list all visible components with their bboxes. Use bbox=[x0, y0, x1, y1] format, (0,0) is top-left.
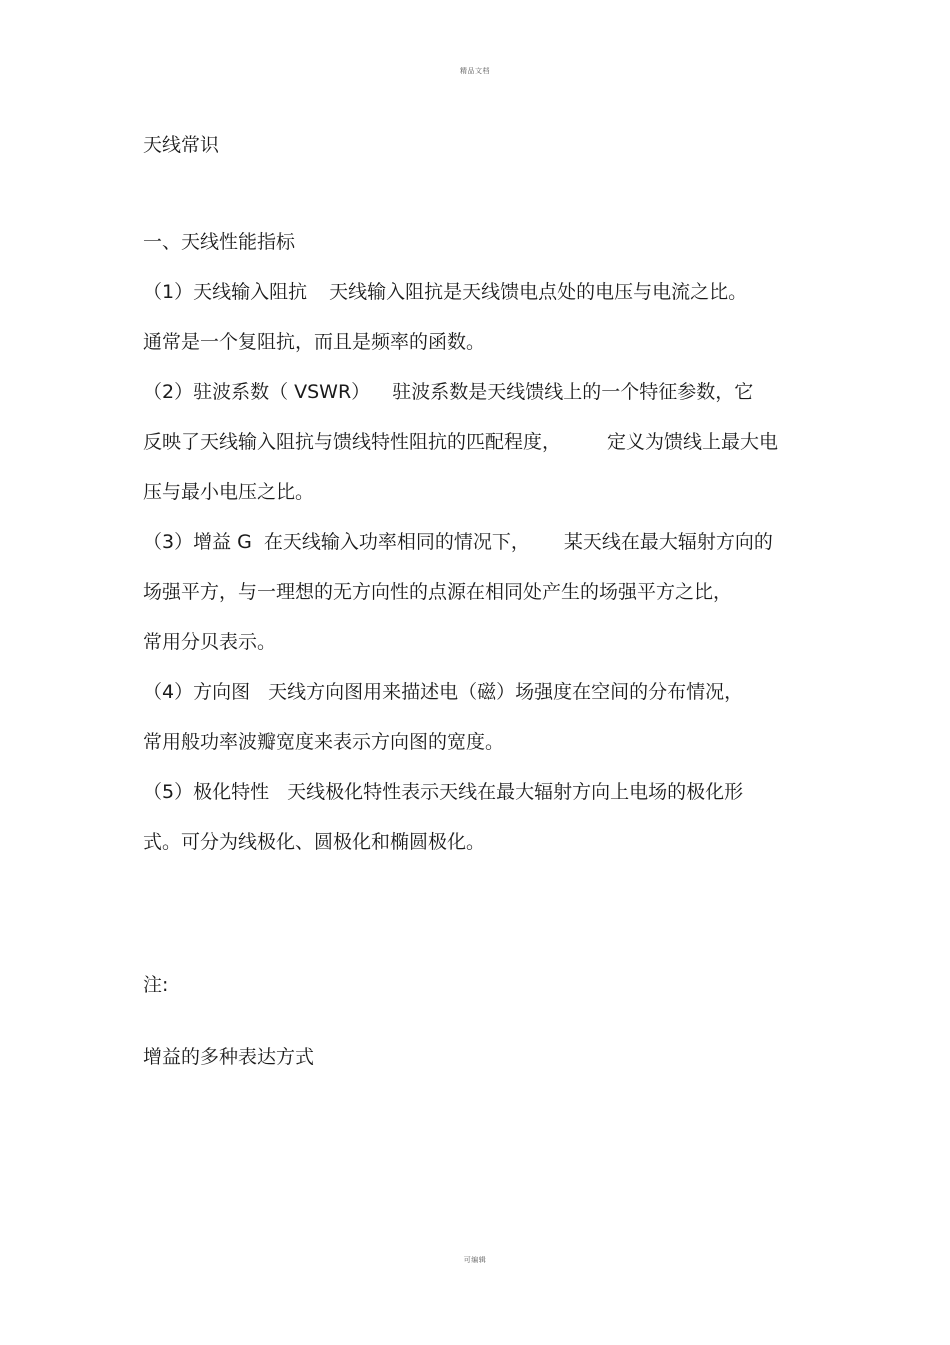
item5-line1 bbox=[143, 780, 743, 804]
item5-label: （5）极化特性 bbox=[143, 781, 270, 803]
item2-cont-b: 定义为馈线上最大电 bbox=[607, 431, 779, 453]
footer-watermark: 可编辑 bbox=[463, 1256, 487, 1264]
item2-text: 驻波系数是天线馈线上的一个特征参数，它 bbox=[392, 381, 754, 403]
item5-text: 天线极化特性表示天线在最大辐射方向上电场的极化形 bbox=[287, 781, 744, 803]
item2-line3: 压与最小电压之比。 bbox=[143, 481, 315, 503]
item5-line2: 式。可分为线极化、圆极化和椭圆极化。 bbox=[143, 831, 486, 853]
item2-line2 bbox=[143, 430, 778, 454]
item1-label: （1）天线输入阻抗 bbox=[143, 281, 308, 303]
item4-label: （4）方向图 bbox=[143, 681, 251, 703]
section-heading: 一、天线性能指标 bbox=[143, 231, 296, 253]
item2-line1 bbox=[143, 380, 753, 404]
item4-text: 天线方向图用来描述电（磁）场强度在空间的分布情况， bbox=[268, 681, 744, 703]
item3-text1: 在天线输入功率相同的情况下， bbox=[263, 531, 530, 553]
item3-label: （3）增益 G bbox=[143, 531, 252, 553]
header-watermark: 精品文档 bbox=[460, 67, 490, 75]
item4-line1 bbox=[143, 680, 743, 704]
item3-line2: 场强平方，与一理想的无方向性的点源在相同处产生的场强平方之比， bbox=[143, 581, 733, 603]
note-label: 注: bbox=[143, 974, 169, 996]
item1-text: 天线输入阻抗是天线馈电点处的电压与电流之比。 bbox=[329, 281, 748, 303]
item3-line3: 常用分贝表示。 bbox=[143, 631, 277, 653]
item2-label: （2）驻波系数（ VSWR） bbox=[143, 381, 371, 403]
item3-line1 bbox=[143, 530, 773, 554]
item4-line2: 常用般功率波瓣宽度来表示方向图的宽度。 bbox=[143, 731, 505, 753]
note-text: 增益的多种表达方式 bbox=[143, 1046, 315, 1068]
item1-line1 bbox=[143, 280, 747, 304]
item3-text2: 某天线在最大辐射方向的 bbox=[563, 531, 773, 553]
document-title: 天线常识 bbox=[143, 134, 220, 156]
item1-line2: 通常是一个复阻抗，而且是频率的函数。 bbox=[143, 331, 486, 353]
item2-cont-a: 反映了天线输入阻抗与馈线特性阻抗的匹配程度， bbox=[143, 431, 562, 453]
